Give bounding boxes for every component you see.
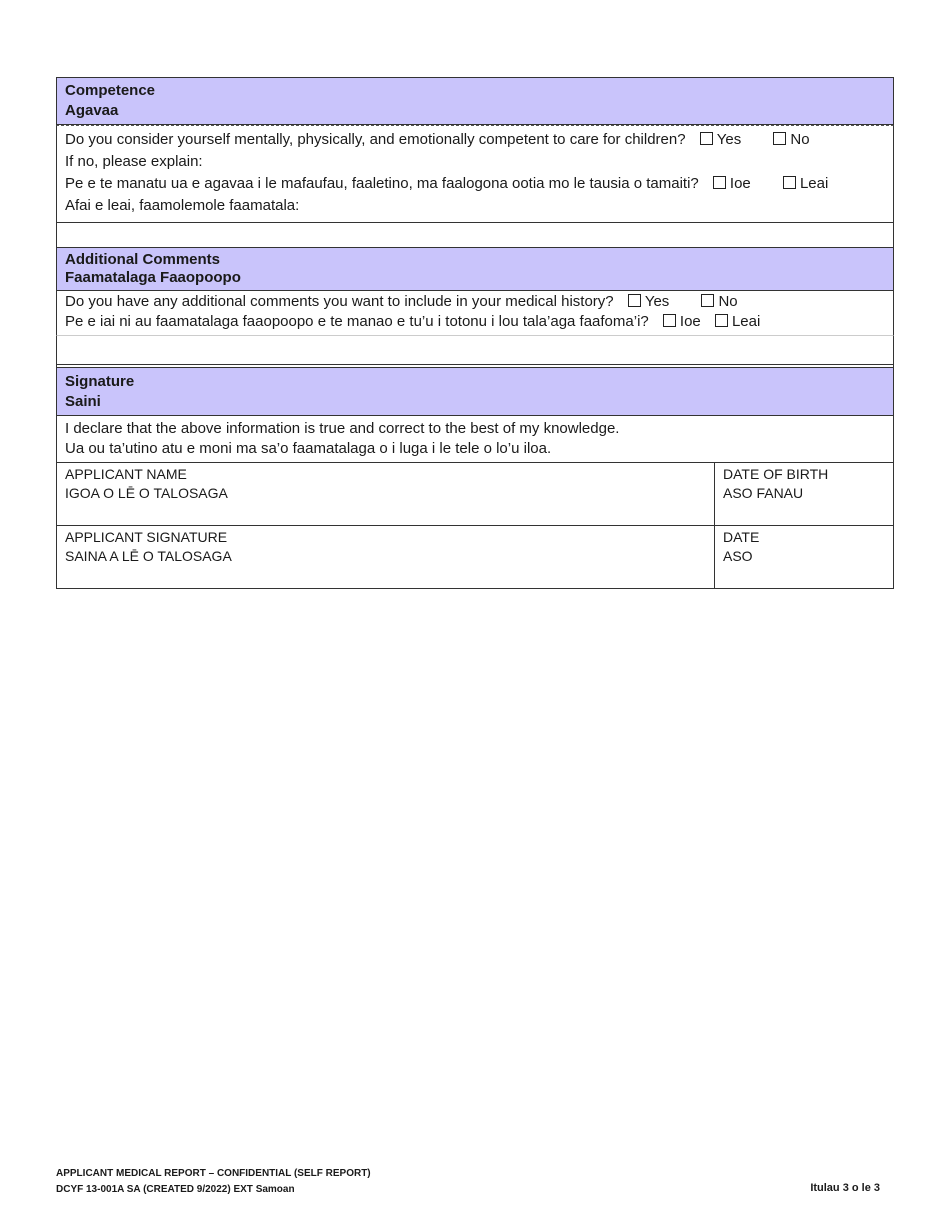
page-number: Itulau 3 o le 3 xyxy=(810,1182,880,1194)
competence-title-en: Competence xyxy=(65,82,156,99)
competence-explain-field[interactable] xyxy=(56,222,894,248)
competence-header xyxy=(56,77,894,125)
signature-header xyxy=(56,367,894,416)
signature-row xyxy=(56,526,894,589)
comments-body xyxy=(56,291,894,335)
comments-header xyxy=(56,248,894,291)
dob-label-en: DATE OF BIRTH xyxy=(723,466,829,482)
applicant-name-label-sm: IGOA O LĒ O TALOSAGA xyxy=(65,485,228,501)
signature-title-en: Signature xyxy=(65,373,135,390)
date-field[interactable] xyxy=(715,526,893,588)
declaration xyxy=(56,416,894,463)
comments-title-sm: Faamatalaga Faaopoopo xyxy=(65,269,241,286)
competence-explain-en: If no, please explain: xyxy=(65,153,203,170)
date-of-birth-field[interactable] xyxy=(715,463,893,525)
applicant-name-label-en: APPLICANT NAME xyxy=(65,466,187,482)
comments-title-en: Additional Comments xyxy=(65,251,221,268)
medical-report-form xyxy=(56,77,894,589)
declaration-sm: Ua ou ta’utino atu e moni ma sa’o faamatalaga o i luga i le tele o lo’u iloa. xyxy=(65,440,552,457)
applicant-signature-field[interactable] xyxy=(57,526,715,588)
competence-title-sm: Agavaa xyxy=(65,102,119,119)
competence-no-checkbox-en[interactable] xyxy=(773,132,786,145)
signature-label-sm: SAINA A LĒ O TALOSAGA xyxy=(65,548,232,564)
date-label-en: DATE xyxy=(723,529,760,545)
applicant-name-field[interactable] xyxy=(57,463,715,525)
competence-question-sm: Pe e te manatu ua e agavaa i le mafaufau, faaletino, ma faalogona ootia mo le tausia o tamaiti? Ioe Leai xyxy=(65,175,829,192)
name-row xyxy=(56,463,894,526)
footer-form-code: DCYF 13-001A SA (CREATED 9/2022) EXT Samoan xyxy=(56,1184,295,1195)
comments-question-sm: Pe e iai ni au faamatalaga faaopoopo e te manao e tu’u i totonu i lou tala’aga faafoma’i? Ioe Leai xyxy=(65,313,761,330)
comments-yes-checkbox-en[interactable] xyxy=(628,294,641,307)
comments-field[interactable] xyxy=(56,335,894,365)
competence-yes-checkbox-en[interactable] xyxy=(700,132,713,145)
signature-label-en: APPLICANT SIGNATURE xyxy=(65,529,228,545)
footer-form-title: APPLICANT MEDICAL REPORT – CONFIDENTIAL (SELF REPORT) xyxy=(56,1168,371,1179)
signature-title-sm: Saini xyxy=(65,393,101,410)
dob-label-sm: ASO FANAU xyxy=(723,485,804,501)
declaration-en: I declare that the above information is true and correct to the best of my knowledge. xyxy=(65,420,620,437)
competence-explain-sm: Afai e leai, faamolemole faamatala: xyxy=(65,197,300,214)
comments-no-checkbox-en[interactable] xyxy=(701,294,714,307)
competence-question-en: Do you consider yourself mentally, physically, and emotionally competent to care for children? Yes No xyxy=(65,131,810,148)
comments-no-checkbox-sm[interactable] xyxy=(715,314,728,327)
footer xyxy=(56,1166,371,1198)
competence-yes-checkbox-sm[interactable] xyxy=(713,176,726,189)
competence-body xyxy=(56,125,894,222)
comments-question-en: Do you have any additional comments you want to include in your medical history? Yes No xyxy=(65,293,738,310)
competence-no-checkbox-sm[interactable] xyxy=(783,176,796,189)
date-label-sm: ASO xyxy=(723,548,753,564)
comments-yes-checkbox-sm[interactable] xyxy=(663,314,676,327)
